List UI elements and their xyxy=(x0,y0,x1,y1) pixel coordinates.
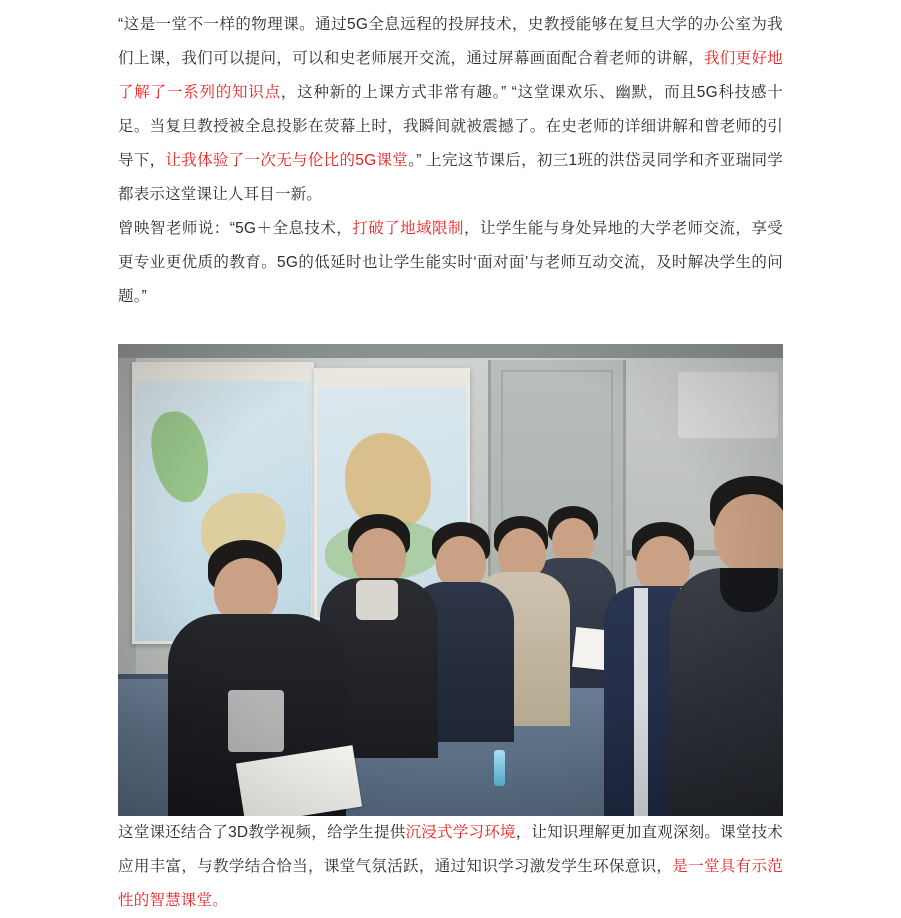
map-poster-header xyxy=(317,371,467,387)
photo-scene xyxy=(118,344,783,816)
text-segment-highlight: 让我体验了一次无与伦比的5G课堂 xyxy=(165,152,409,169)
text-segment: ，让知识理解更加直观深刻。课堂技术应用丰富，与教学结合恰当，课堂气氛活跃，通过知识学习激发学生环保意识， xyxy=(118,824,784,875)
text-segment: 曾映智老师说：“5G＋全息技术， xyxy=(118,220,353,237)
uniform-stripe xyxy=(634,588,648,816)
classroom-photo xyxy=(118,344,783,816)
shirt-collar xyxy=(356,580,398,620)
text-segment: ，让学生能与身处异地的大学老师交流，享受更专业更优质的教育。5G的低延时也让学生能实时‘面对面’与老师互动交流，及时解决学生的问题。” xyxy=(118,220,783,305)
text-segment-highlight: 打破了地域限制 xyxy=(352,220,464,237)
text-segment: 。” 上完这节课后，初三1班的洪岱灵同学和齐亚瑞同学都表示这堂课让人耳目一新。 xyxy=(118,152,783,203)
paragraph-summary xyxy=(118,816,783,918)
text-segment: “这是一堂不一样的物理课。通过5G全息远程的投屏技术，史教授能够在复旦大学的办公室为我们上课，我们可以提问，可以和史老师展开交流，通过屏幕画面配合着老师的讲解， xyxy=(118,16,783,67)
text-segment-highlight: 是一堂具有示范性的智慧课堂。 xyxy=(118,858,783,909)
jacket-print xyxy=(228,690,284,752)
wall-top-trim xyxy=(118,344,783,358)
paragraph-teacher-quote xyxy=(118,212,783,314)
text-segment: ，这种新的上课方式非常有趣。” “这堂课欢乐、幽默，而且5G科技感十足。当复旦教授被全息投影在荧幕上时，我瞬间就被震撼了。在史老师的详细讲解和曾老师的引导下， xyxy=(118,84,783,169)
text-segment-highlight: 我们更好地了解了一系列的知识点 xyxy=(118,50,783,101)
jacket-collar xyxy=(720,568,778,612)
head xyxy=(714,494,783,574)
text-segment-highlight: 沉浸式学习环境 xyxy=(405,824,516,841)
text-segment: 这堂课还结合了3D教学视频，给学生提供 xyxy=(118,824,406,841)
person-foreground-right xyxy=(670,476,783,816)
projection-glow xyxy=(678,372,778,438)
person-foreground-left xyxy=(162,540,352,816)
water-bottle xyxy=(494,750,505,786)
paragraph-quotes-students xyxy=(118,0,783,212)
map-poster-header xyxy=(135,365,311,381)
